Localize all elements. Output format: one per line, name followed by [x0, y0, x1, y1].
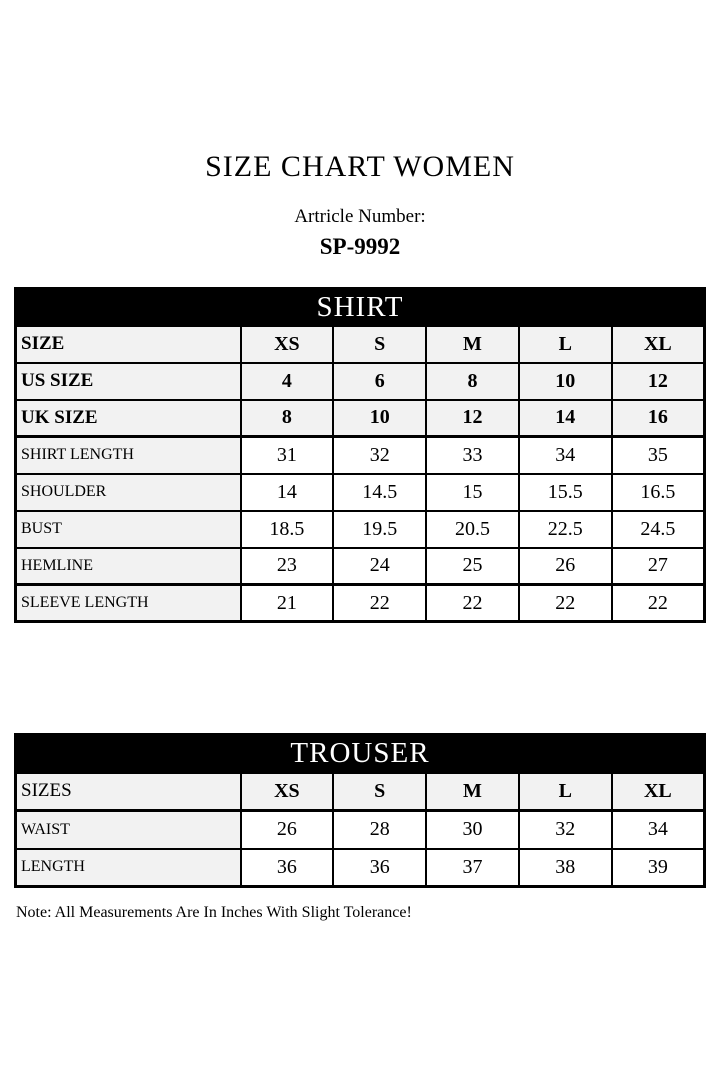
size-cell: XL: [612, 326, 705, 363]
value-cell: 30: [426, 811, 519, 849]
page-title: SIZE CHART WOMEN: [205, 150, 515, 183]
value-cell: 34: [612, 811, 705, 849]
table-row: [16, 811, 705, 849]
value-cell: 32: [519, 811, 612, 849]
value-cell: 39: [612, 849, 705, 887]
value-cell: 26: [241, 811, 334, 849]
shirt-table-title: SHIRT: [16, 289, 705, 326]
value-cell: 15: [426, 474, 519, 511]
row-label-shirt-length: SHIRT LENGTH: [16, 437, 241, 474]
value-cell: 6: [333, 363, 426, 400]
row-label-length: LENGTH: [16, 849, 241, 887]
value-cell: 22: [426, 585, 519, 622]
table-row: [16, 849, 705, 887]
value-cell: 36: [333, 849, 426, 887]
size-cell: XL: [612, 773, 705, 811]
row-label-shoulder: SHOULDER: [16, 474, 241, 511]
size-cell: L: [519, 326, 612, 363]
value-cell: 22: [612, 585, 705, 622]
table-row: [16, 511, 705, 548]
trouser-table-title-row: [16, 735, 705, 773]
value-cell: 12: [426, 400, 519, 437]
article-number-value: SP-9992: [319, 234, 401, 259]
value-cell: 24.5: [612, 511, 705, 548]
value-cell: 33: [426, 437, 519, 474]
trouser-size-table: [14, 733, 706, 888]
value-cell: 35: [612, 437, 705, 474]
value-cell: 10: [333, 400, 426, 437]
value-cell: 20.5: [426, 511, 519, 548]
value-cell: 12: [612, 363, 705, 400]
value-cell: 16: [612, 400, 705, 437]
row-label-waist: WAIST: [16, 811, 241, 849]
table-row: [16, 400, 705, 437]
size-cell: XS: [241, 326, 334, 363]
value-cell: 21: [241, 585, 334, 622]
row-label-size: SIZE: [16, 326, 241, 363]
trouser-table-title: TROUSER: [16, 735, 705, 773]
value-cell: 15.5: [519, 474, 612, 511]
value-cell: 24: [333, 548, 426, 585]
shirt-size-table: [14, 287, 706, 623]
value-cell: 8: [241, 400, 334, 437]
article-number-label: Artricle Number:: [294, 206, 426, 227]
value-cell: 28: [333, 811, 426, 849]
table-row: [16, 773, 705, 811]
value-cell: 27: [612, 548, 705, 585]
row-label-us-size: US SIZE: [16, 363, 241, 400]
table-row: [16, 437, 705, 474]
value-cell: 22: [519, 585, 612, 622]
row-label-sizes: SIZES: [16, 773, 241, 811]
size-cell: M: [426, 326, 519, 363]
value-cell: 14: [519, 400, 612, 437]
value-cell: 31: [241, 437, 334, 474]
measurements-note: Note: All Measurements Are In Inches With Slight Tolerance!: [16, 904, 412, 921]
value-cell: 23: [241, 548, 334, 585]
shirt-table-title-row: [16, 289, 705, 326]
value-cell: 22.5: [519, 511, 612, 548]
row-label-sleeve-length: SLEEVE LENGTH: [16, 585, 241, 622]
value-cell: 14: [241, 474, 334, 511]
value-cell: 25: [426, 548, 519, 585]
value-cell: 22: [333, 585, 426, 622]
value-cell: 32: [333, 437, 426, 474]
table-row: [16, 474, 705, 511]
value-cell: 16.5: [612, 474, 705, 511]
table-row: [16, 363, 705, 400]
value-cell: 26: [519, 548, 612, 585]
size-cell: M: [426, 773, 519, 811]
value-cell: 10: [519, 363, 612, 400]
size-cell: S: [333, 326, 426, 363]
value-cell: 34: [519, 437, 612, 474]
value-cell: 14.5: [333, 474, 426, 511]
value-cell: 38: [519, 849, 612, 887]
table-row: [16, 326, 705, 363]
size-cell: S: [333, 773, 426, 811]
table-row: [16, 585, 705, 622]
value-cell: 18.5: [241, 511, 334, 548]
row-label-hemline: HEMLINE: [16, 548, 241, 585]
row-label-bust: BUST: [16, 511, 241, 548]
table-row: [16, 548, 705, 585]
value-cell: 4: [241, 363, 334, 400]
value-cell: 37: [426, 849, 519, 887]
value-cell: 36: [241, 849, 334, 887]
row-label-uk-size: UK SIZE: [16, 400, 241, 437]
size-cell: L: [519, 773, 612, 811]
value-cell: 8: [426, 363, 519, 400]
value-cell: 19.5: [333, 511, 426, 548]
size-cell: XS: [241, 773, 334, 811]
